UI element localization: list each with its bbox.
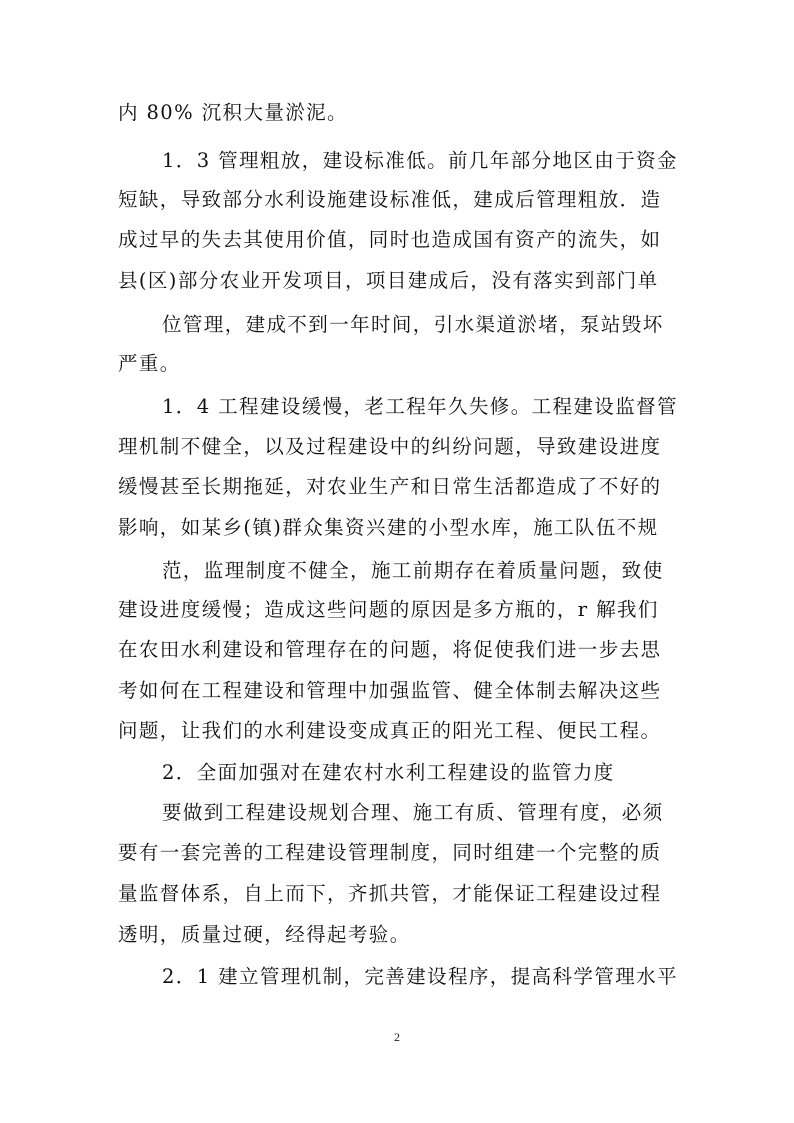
text-line: 位管理，建成不到一年时间，引水渠道淤堵，泵站毁坏 bbox=[162, 313, 664, 336]
text-line: 缓慢甚至长期拖延，对农业生产和日常生活都造成了不好的 bbox=[118, 475, 662, 498]
page-number: 2 bbox=[394, 1030, 400, 1044]
text-line: 成过早的失去其使用价值，同时也造成国有资产的流失，如 bbox=[118, 228, 662, 251]
text-line: 1．3 管理粗放，建设标准低。前几年部分地区由于资金 bbox=[162, 149, 678, 172]
text-line: 影响，如某乡(镇)群众集资兴建的小型水库，施工队伍不规 bbox=[118, 516, 659, 539]
text-line: 要有一套完善的工程建设管理制度，同时组建一个完整的质 bbox=[118, 841, 662, 864]
text-line: 在农田水利建设和管理存在的问题，将促使我们进一步去思 bbox=[118, 638, 662, 661]
text-line: 范，监理制度不健全，施工前期存在着质量问题，致使 bbox=[162, 559, 664, 582]
text-line: 理机制不健全，以及过程建设中的纠纷问题，导致建设进度 bbox=[118, 435, 662, 458]
text-line: 考如何在工程建设和管理中加强监管、健全体制去解决这些 bbox=[118, 679, 662, 702]
text-line: 1．4 工程建设缓慢，老工程年久失修。工程建设监督管 bbox=[162, 395, 678, 418]
text-line: 透明，质量过硬，经得起考验。 bbox=[118, 923, 411, 946]
text-line: 问题，让我们的水利建设变成真正的阳光工程、便民工程。 bbox=[118, 719, 662, 742]
text-line: 量监督体系，自上而下，齐抓共管，才能保证工程建设过程 bbox=[118, 882, 662, 905]
section-heading: 2．全面加强对在建农村水利工程建设的监管力度 bbox=[162, 761, 615, 784]
text-line: 建设进度缓慢；造成这些问题的原因是多方瓶的，r 解我们 bbox=[118, 598, 659, 621]
text-line: 严重。 bbox=[118, 352, 181, 375]
subsection-heading: 2．1 建立管理机制，完善建设程序，提高科学管理水平 bbox=[162, 965, 678, 988]
text-line: 县(区)部分农业开发项目，项目建成后，没有落实到部门单 bbox=[118, 269, 659, 292]
text-line: 要做到工程建设规划合理、施工有质、管理有度，必须 bbox=[162, 801, 664, 824]
text-line: 内 80% 沉积大量淤泥。 bbox=[118, 101, 348, 124]
text-line: 短缺，导致部分水利设施建设标准低，建成后管理粗放．造 bbox=[118, 188, 662, 211]
